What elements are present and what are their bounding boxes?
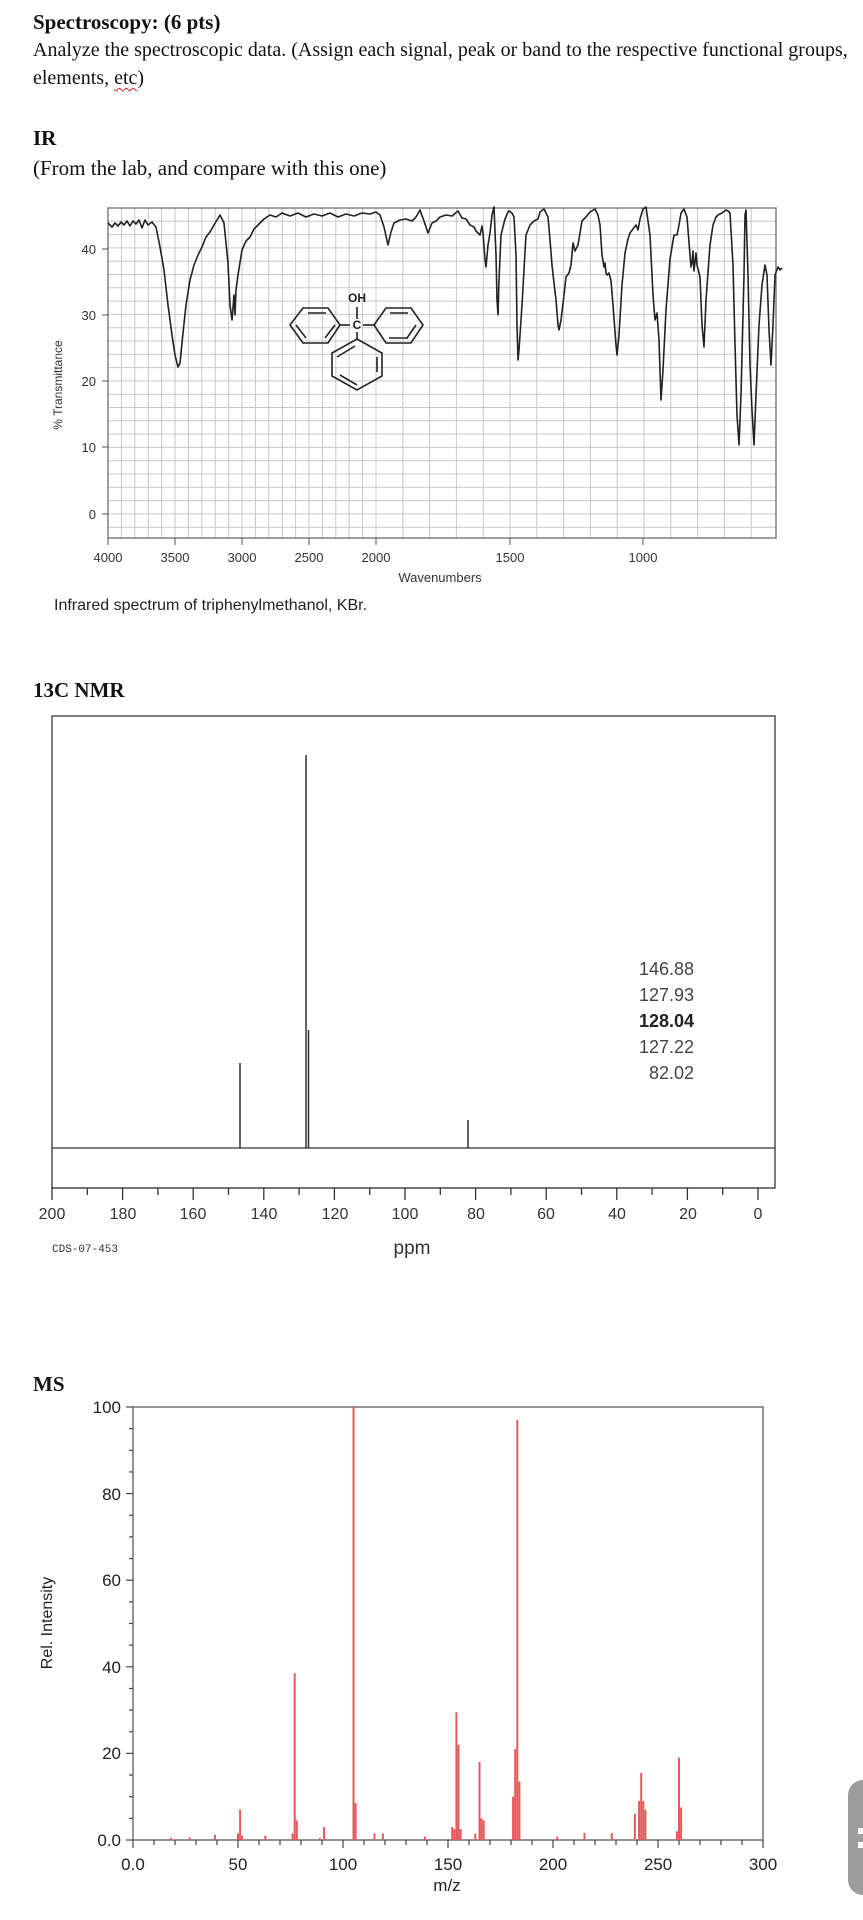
ms-yaxis-ticks: [126, 1407, 133, 1840]
ir-grid: [108, 208, 776, 538]
svg-text:60: 60: [537, 1206, 555, 1223]
ir-xlabel: Wavenumbers: [398, 570, 482, 585]
svg-text:180: 180: [109, 1206, 137, 1223]
svg-text:3000: 3000: [227, 550, 257, 565]
ir-heading: IR: [33, 126, 57, 150]
svg-text:3500: 3500: [160, 550, 190, 565]
svg-text:0.0: 0.0: [121, 1855, 145, 1874]
ir-caption: Infrared spectrum of triphenylmethanol, KBr.: [54, 597, 368, 614]
svg-text:20: 20: [102, 1744, 121, 1763]
ms-ylabel: Rel. Intensity: [39, 1576, 56, 1670]
svg-text:128.04: 128.04: [638, 1011, 694, 1031]
ms-bars: [171, 1407, 681, 1840]
svg-text:160: 160: [179, 1206, 207, 1223]
svg-text:100: 100: [328, 1855, 358, 1874]
ir-trace: [108, 207, 782, 445]
ir-frame: [108, 208, 776, 538]
ir-ytick: 40: [81, 242, 96, 257]
ir-ytick: 0: [88, 507, 96, 522]
svg-text:0.0: 0.0: [97, 1831, 121, 1850]
svg-text:2000: 2000: [361, 550, 391, 565]
floating-scroll-handle[interactable]: [848, 1780, 863, 1895]
svg-text:2500: 2500: [294, 550, 324, 565]
svg-text:1500: 1500: [495, 550, 525, 565]
ms-heading: MS: [33, 1372, 65, 1396]
svg-text:40: 40: [102, 1658, 121, 1677]
svg-text:200: 200: [38, 1206, 66, 1223]
svg-text:40: 40: [608, 1206, 626, 1223]
svg-text:127.22: 127.22: [638, 1037, 694, 1057]
ms-xtick-labels: [121, 1855, 777, 1874]
ir-ytick: 30: [81, 308, 96, 323]
svg-text:120: 120: [321, 1206, 349, 1223]
nmr-xaxis-ticks: [52, 1188, 775, 1200]
ms-xaxis-ticks: [133, 1840, 763, 1848]
ms-frame: [133, 1407, 763, 1840]
svg-text:82.02: 82.02: [648, 1063, 694, 1083]
svg-text:50: 50: [228, 1855, 248, 1874]
ms-xlabel: m/z: [433, 1876, 461, 1895]
ir-ytick: 20: [81, 374, 96, 389]
svg-text:20: 20: [679, 1206, 697, 1223]
ir-subheading: (From the lab, and compare with this one): [33, 156, 387, 180]
svg-text:150: 150: [433, 1855, 463, 1874]
nmr-peak-list: [639, 959, 694, 1083]
spellcheck-word[interactable]: etc: [114, 67, 138, 89]
svg-text:60: 60: [102, 1571, 121, 1590]
svg-text:250: 250: [643, 1855, 673, 1874]
svg-text:80: 80: [467, 1206, 485, 1223]
svg-text:80: 80: [102, 1485, 121, 1504]
nmr-spectrum-chart: [0, 705, 863, 1275]
nmr-xlabel: ppm: [393, 1238, 431, 1259]
svg-text:1000: 1000: [628, 550, 658, 565]
nmr-heading: 13C NMR: [33, 678, 125, 702]
instructions-line-1: Analyze the spectroscopic data. (Assign each signal, peak or band to the respective functional groups,: [33, 39, 848, 61]
nmr-frame: [52, 716, 775, 1188]
svg-text:0: 0: [753, 1206, 763, 1223]
ir-ylabel: % Transmittance: [51, 340, 65, 430]
structure-oh-label: OH: [348, 291, 366, 305]
svg-text:146.88: 146.88: [638, 959, 694, 979]
nmr-xtick-labels: [39, 1206, 763, 1223]
svg-text:100: 100: [92, 1398, 121, 1417]
svg-text:300: 300: [748, 1855, 778, 1874]
ms-spectrum-chart: [0, 1395, 863, 1920]
svg-text:100: 100: [391, 1206, 419, 1223]
svg-text:4000: 4000: [93, 550, 123, 565]
svg-text:140: 140: [250, 1206, 278, 1223]
instructions-text: elements,: [33, 67, 115, 89]
nmr-code-label: CDS-07-453: [52, 1244, 119, 1256]
ir-spectrum-chart: [0, 195, 863, 625]
ms-ytick-labels: [93, 1398, 121, 1850]
page-title: Spectroscopy: (6 pts): [33, 10, 221, 34]
structure-c-label: C: [352, 318, 362, 332]
instructions-text-end: ): [137, 67, 145, 89]
ir-ytick: 10: [81, 440, 96, 455]
svg-text:127.93: 127.93: [638, 985, 694, 1005]
svg-text:200: 200: [538, 1855, 568, 1874]
instructions-line-2: [33, 64, 863, 92]
